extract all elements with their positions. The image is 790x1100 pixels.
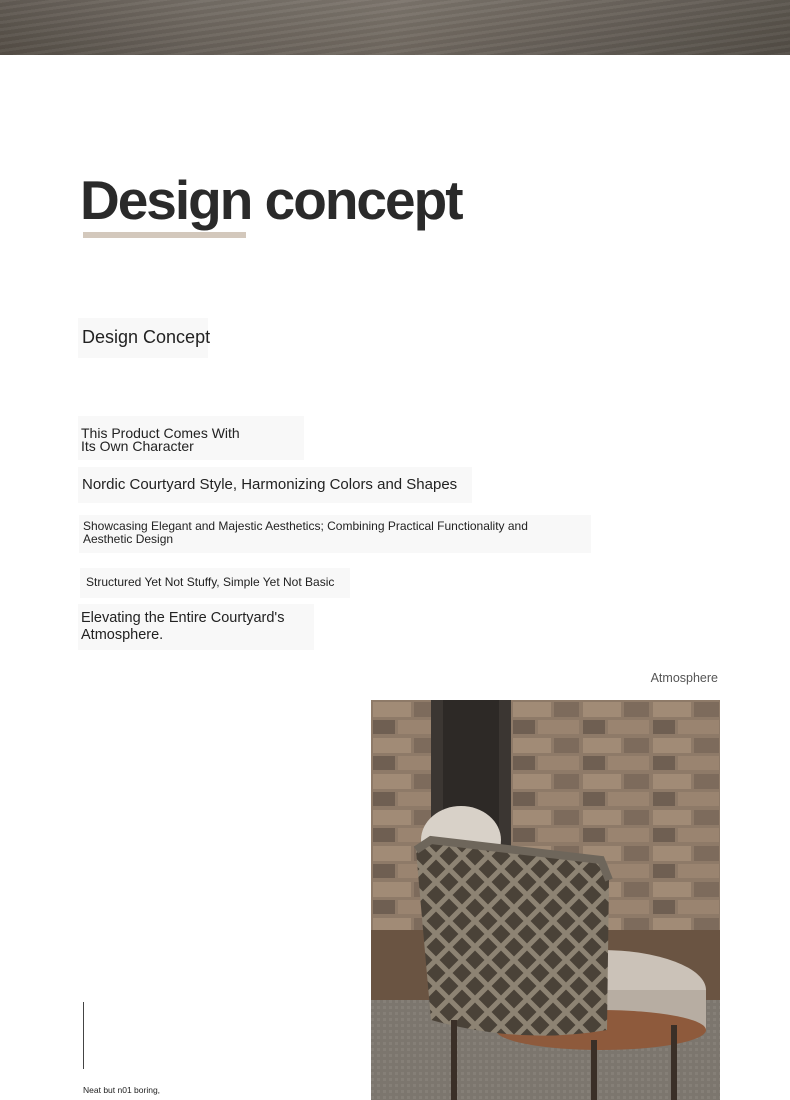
character-statement [81,427,240,452]
atmosphere-line-2: Atmosphere. [81,627,164,643]
style-statement: Nordic Courtyard Style, Harmonizing Colors and Shapes [82,476,458,493]
structure-statement: Structured Yet Not Stuffy, Simple Yet Not Basic [86,575,335,589]
photo-caption: Atmosphere [650,671,718,685]
page-title: Design concept [80,169,462,231]
aesthetics-statement: Showcasing Elegant and Majestic Aesthetics; Combining Practical Functionality and Aesthetic Design [83,519,528,546]
character-line-2: Its Own Character [81,437,194,454]
top-banner-photo [0,0,790,55]
title-underline [83,232,246,238]
atmosphere-line-1: Elevating the Entire Courtyard's [81,610,285,626]
atmosphere-statement [81,610,284,644]
vertical-divider [83,1002,84,1069]
character-line-1: This Product Comes With [81,425,240,441]
chair-photo-illustration [371,700,720,1100]
section-subtitle: Design Concept [82,327,211,347]
footer-note: Neat but n01 boring, [83,1085,161,1095]
product-photo [371,700,720,1100]
